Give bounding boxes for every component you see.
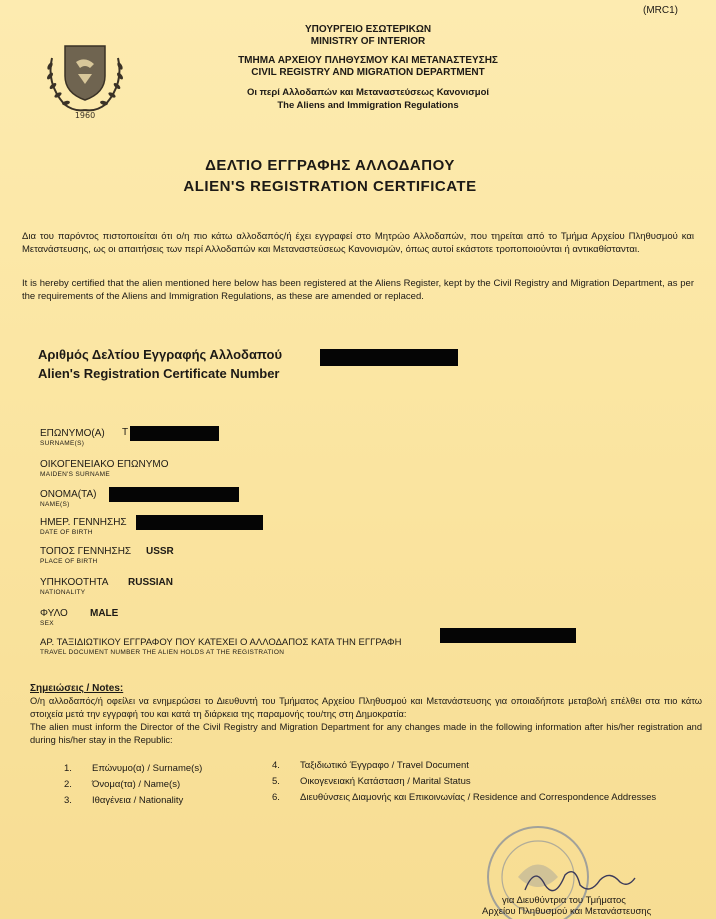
- nationality-value: RUSSIAN: [128, 577, 174, 588]
- note-item-text: Οικογενειακή Κατάσταση / Marital Status: [300, 776, 471, 787]
- note-item-text: Επώνυμο(α) / Surname(s): [92, 763, 203, 774]
- signature-icon: [520, 860, 640, 900]
- sex-label: ΦΥΛΟ: [40, 608, 68, 619]
- dob-label: ΗΜΕΡ. ΓΕΝΝΗΣΗΣ: [40, 517, 127, 528]
- cyprus-coat-of-arms-icon: [40, 38, 130, 120]
- note-item-text: Ταξιδιωτικό Έγγραφο / Travel Document: [300, 760, 469, 771]
- cert-number-label-en: Alien's Registration Certificate Number: [38, 366, 280, 381]
- sex-value: MALE: [90, 608, 119, 619]
- note-item-number: 4.: [272, 760, 280, 771]
- name-label: ΟΝΟΜΑ(ΤΑ): [40, 489, 97, 500]
- department-en: CIVIL REGISTRY AND MIGRATION DEPARTMENT: [251, 67, 485, 78]
- surname-value: Τ: [122, 427, 129, 438]
- maiden-name-label: ΟΙΚΟΓΕΝΕΙΑΚΟ ΕΠΩΝΥΜΟ: [40, 459, 169, 470]
- travel-doc-sublabel: TRAVEL DOCUMENT NUMBER THE ALIEN HOLDS AT THE REGISTRATION: [40, 649, 285, 656]
- notes-en: The alien must inform the Director of the Civil Registry and Migration Department for any changes made in the following information after his/her registration and during his/her stay in the Republic:: [30, 722, 702, 745]
- form-code: (MRC1): [643, 5, 678, 16]
- department-gr: ΤΜΗΜΑ ΑΡΧΕΙΟΥ ΠΛΗΘΥΣΜΟΥ ΚΑΙ ΜΕΤΑΝΑΣΤΕΥΣΗΣ: [238, 55, 498, 66]
- sex-sublabel: SEX: [40, 620, 54, 627]
- nationality-sublabel: NATIONALITY: [40, 589, 86, 596]
- name-redaction: [109, 487, 239, 502]
- travel-doc-label: ΑΡ. ΤΑΞΙΔΙΩΤΙΚΟΥ ΕΓΓΡΑΦΟΥ ΠΟΥ ΚΑΤΕΧΕΙ Ο ΑΛΛΟΔΑΠΟΣ ΚΑΤΑ ΤΗΝ ΕΓΓΡΑΦΗ: [40, 637, 402, 648]
- title-en: ALIEN'S REGISTRATION CERTIFICATE: [183, 178, 477, 195]
- pob-label: ΤΟΠΟΣ ΓΕΝΝΗΣΗΣ: [40, 546, 132, 557]
- note-item-text: Διευθύνσεις Διαμονής και Επικοινωνίας / Residence and Correspondence Addresses: [300, 792, 657, 803]
- maiden-name-sublabel: MAIDEN'S SURNAME: [40, 471, 110, 478]
- cert-number-redaction: [320, 349, 458, 366]
- signature-line-2: Αρχείου Πληθυσμού και Μετανάστευσης: [482, 906, 652, 917]
- intro-gr: Δια του παρόντος πιστοποιείται ότι ο/η πιο κάτω αλλοδαπός/ή έχει εγγραφεί στο Μητρώο Αλλοδαπών, που τηρείται από το Τμήμα Αρχείου Πληθυσμού και Μετανάστευσης, ως οι απαιτήσεις των περί Αλλοδαπών και Μεταναστεύσεως Κανονισμών, όπως αυτοί εκάστοτε τροποποιούνται ή αντικαθίστανται.: [22, 231, 694, 255]
- note-item-number: 1.: [64, 763, 72, 774]
- note-item-number: 5.: [272, 776, 280, 787]
- notes-gr: Ο/η αλλοδαπός/ή οφείλει να ενημερώσει το Διευθυντή του Τμήματος Αρχείου Πληθυσμού και Μετανάστευσης για οποιαδήποτε μεταβολή επέλθει στα πιο κάτω στοιχεία μετά την εγγραφή του και κατά τη διάρκεια της παραμονής του/της στη Δημοκρατία:: [30, 696, 702, 719]
- pob-value: USSR: [146, 546, 174, 557]
- regulations-en: The Aliens and Immigration Regulations: [277, 100, 459, 111]
- name-sublabel: NAME(S): [40, 501, 70, 508]
- svg-text:1960: 1960: [74, 111, 96, 120]
- surname-label: ΕΠΩΝΥΜΟ(Α): [40, 428, 105, 439]
- notes-title: Σημειώσεις / Notes:: [30, 683, 124, 694]
- travel-doc-redaction: [440, 628, 576, 643]
- note-item-number: 3.: [64, 795, 72, 806]
- nationality-label: ΥΠΗΚΟΟΤΗΤΑ: [40, 577, 109, 588]
- note-item-number: 6.: [272, 792, 280, 803]
- ministry-gr: ΥΠΟΥΡΓΕΙΟ ΕΣΩΤΕΡΙΚΩΝ: [304, 24, 432, 35]
- cert-number-label-gr: Αριθμός Δελτίου Εγγραφής Αλλοδαπού: [38, 347, 283, 362]
- title-gr: ΔΕΛΤΙΟ ΕΓΓΡΑΦΗΣ ΑΛΛΟΔΑΠΟΥ: [205, 157, 455, 174]
- signature-line-1: για Διευθύντρια του Τμήματος: [502, 895, 626, 906]
- pob-sublabel: PLACE OF BIRTH: [40, 558, 98, 565]
- note-item-text: Ιθαγένεια / Nationality: [92, 795, 184, 806]
- ministry-en: MINISTRY OF INTERIOR: [310, 36, 426, 47]
- dob-sublabel: DATE OF BIRTH: [40, 529, 93, 536]
- surname-redaction: [130, 426, 219, 441]
- surname-sublabel: SURNAME(S): [40, 440, 85, 447]
- intro-en: It is hereby certified that the alien mentioned here below has been registered at the Aliens Register, kept by the Civil Registry and Migration Department, as per the requirements of the Aliens and Immigration Regulations, as these are amended or replaced.: [22, 278, 694, 302]
- dob-redaction: [136, 515, 263, 530]
- note-item-number: 2.: [64, 779, 72, 790]
- note-item-text: Όνομα(τα) / Name(s): [92, 779, 181, 790]
- regulations-gr: Οι περί Αλλοδαπών και Μεταναστεύσεως Κανονισμοί: [246, 87, 490, 98]
